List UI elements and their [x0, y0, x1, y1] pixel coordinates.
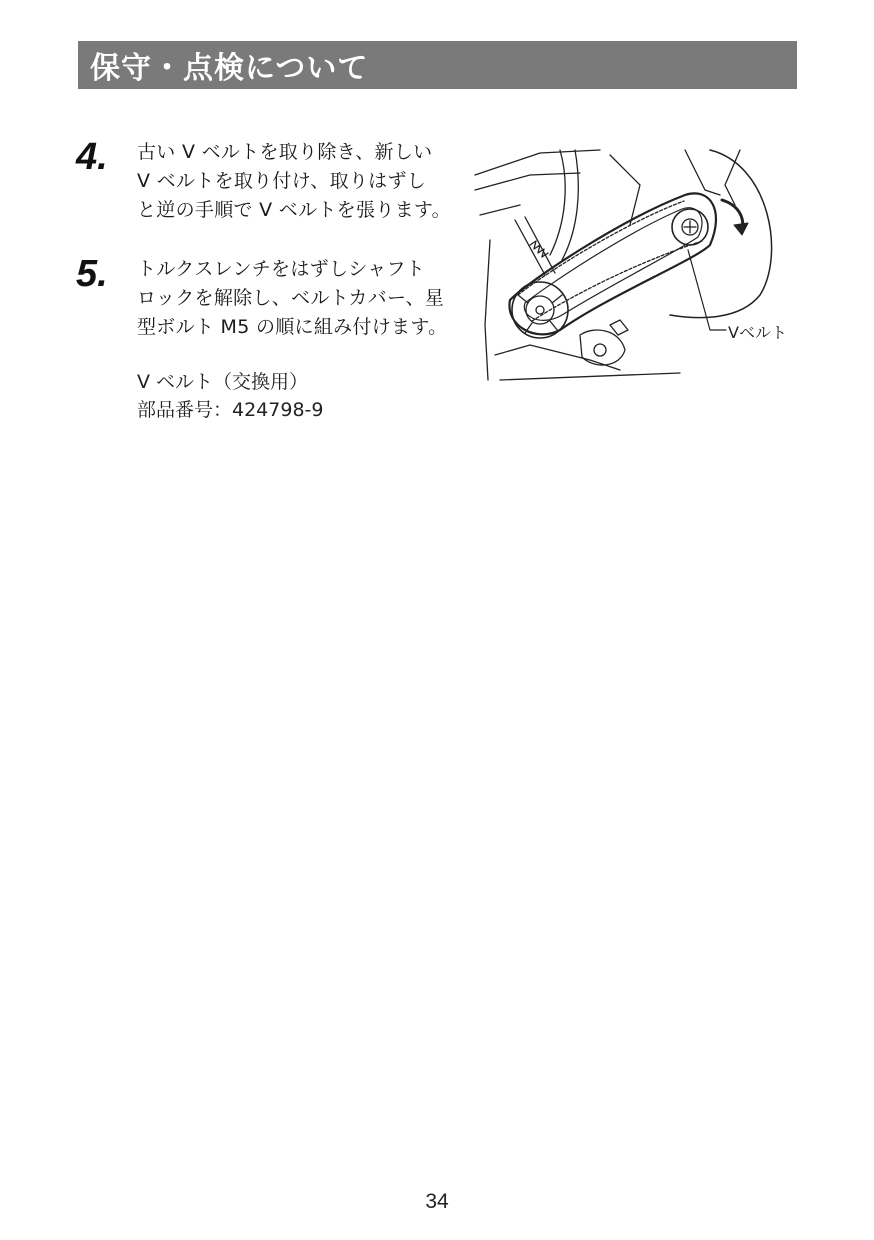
step-number: 4. [76, 136, 108, 178]
step-number: 5. [76, 253, 108, 295]
step-text [137, 138, 467, 225]
step-line: ロックを解除し、ベルトカバー、星 [137, 287, 445, 309]
step-5 [76, 255, 466, 345]
step-line: 型ボルト M5 の順に組み付けます。 [137, 316, 448, 338]
section-title: 保守・点検について [90, 51, 369, 86]
part-info [137, 368, 467, 424]
part-name: V ベルト（交換用） [137, 371, 309, 393]
section-header [78, 41, 797, 89]
step-4 [76, 138, 466, 228]
step-line: 古い V ベルトを取り除き、新しい [137, 141, 433, 163]
step-line: と逆の手順で V ベルトを張ります。 [137, 199, 451, 221]
v-belt-callout-label: Vベルト [728, 323, 787, 342]
step-text [137, 255, 467, 342]
v-belt-illustration [470, 145, 800, 390]
page-number: 34 [425, 1190, 449, 1213]
step-line: トルクスレンチをはずしシャフト [137, 258, 426, 280]
part-number: 部品番号：424798-9 [137, 399, 324, 421]
step-line: V ベルトを取り付け、取りはずし [137, 170, 427, 192]
